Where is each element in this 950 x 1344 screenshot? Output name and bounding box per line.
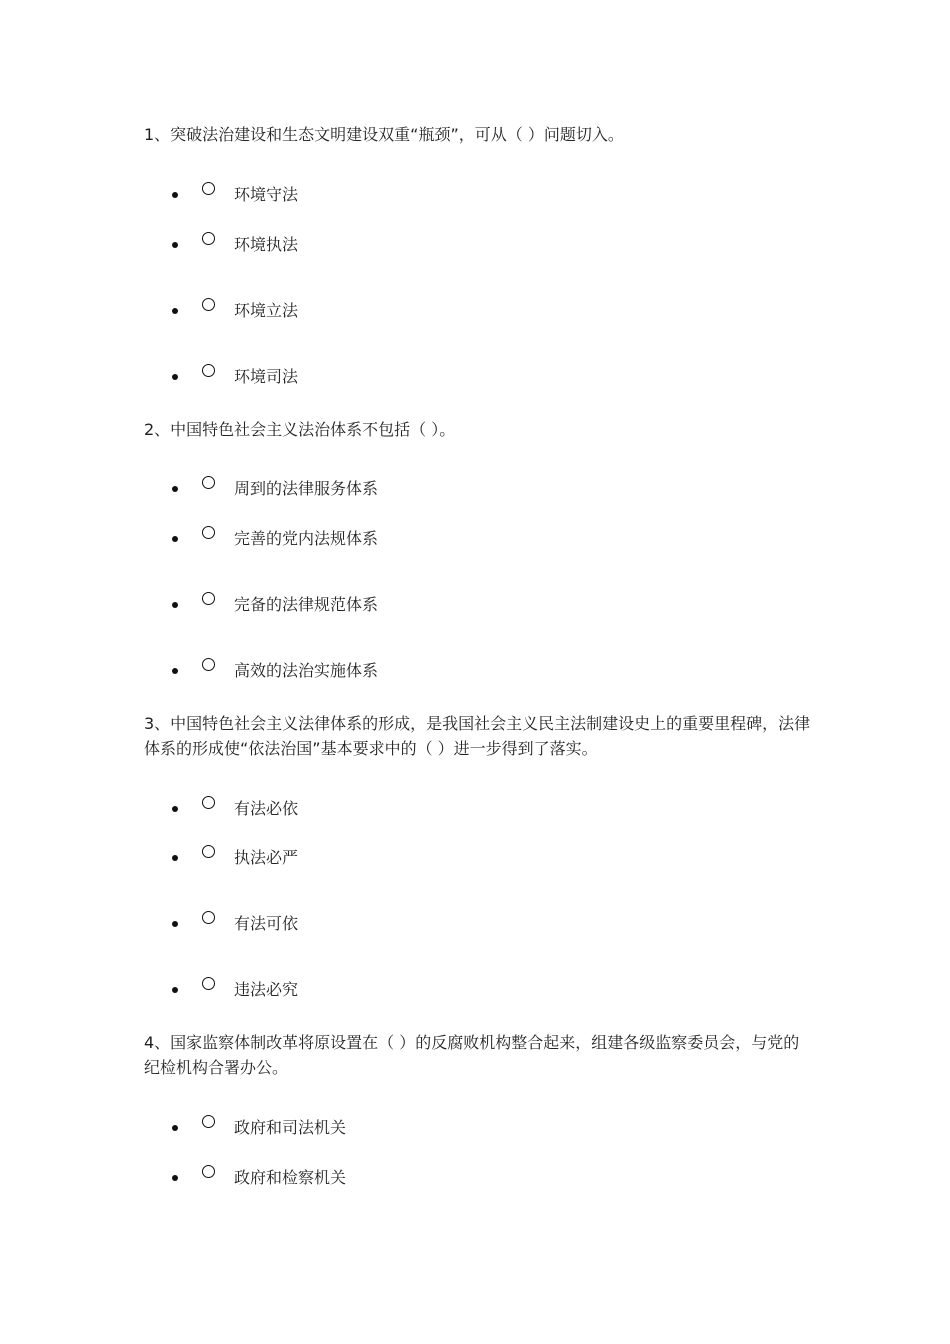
option-label: 高效的法治实施体系 [234, 661, 379, 680]
question-1-option-3[interactable] [170, 298, 770, 324]
question-2-text: 2、中国特色社会主义法治体系不包括（ ）。 [144, 420, 456, 439]
radio-button-icon[interactable] [202, 592, 215, 605]
question-1-option-2[interactable] [170, 232, 770, 258]
option-label: 完善的党内法规体系 [234, 529, 379, 548]
option-label: 环境执法 [234, 235, 299, 254]
bullet-icon [172, 486, 178, 492]
question-3-text: 3、中国特色社会主义法律体系的形成，是我国社会主义民主法制建设史上的重要里程碑，法律体系的形成使“依法治国”基本要求中的（ ）进一步得到了落实。 [144, 714, 811, 758]
bullet-icon [172, 1175, 178, 1181]
option-label: 环境立法 [234, 301, 299, 320]
bullet-icon [172, 242, 178, 248]
bullet-icon [172, 1125, 178, 1131]
radio-button-icon[interactable] [202, 182, 215, 195]
bullet-icon [172, 921, 178, 927]
option-label: 有法必依 [234, 799, 299, 818]
radio-button-icon[interactable] [202, 977, 215, 990]
option-label: 环境司法 [234, 367, 299, 386]
bullet-icon [172, 536, 178, 542]
option-label: 完备的法律规范体系 [234, 595, 379, 614]
question-3-option-2[interactable] [170, 845, 770, 871]
question-2-option-3[interactable] [170, 592, 770, 618]
option-label: 违法必究 [234, 980, 299, 999]
bullet-icon [172, 308, 178, 314]
bullet-icon [172, 987, 178, 993]
question-1-option-4[interactable] [170, 364, 770, 390]
question-3-option-1[interactable] [170, 796, 770, 822]
question-4-text: 4、国家监察体制改革将原设置在（ ）的反腐败机构整合起来，组建各级监察委员会，与党的纪检机构合署办公。 [144, 1033, 800, 1077]
question-2-option-4[interactable] [170, 658, 770, 684]
question-1-text: 1、突破法治建设和生态文明建设双重“瓶颈”，可从（ ）问题切入。 [144, 125, 624, 144]
radio-button-icon[interactable] [202, 232, 215, 245]
option-label: 周到的法律服务体系 [234, 479, 379, 498]
radio-button-icon[interactable] [202, 298, 215, 311]
question-3-option-3[interactable] [170, 911, 770, 937]
radio-button-icon[interactable] [202, 658, 215, 671]
question-2-option-1[interactable] [170, 476, 770, 502]
bullet-icon [172, 806, 178, 812]
question-1-option-1[interactable] [170, 182, 770, 208]
question-3-option-4[interactable] [170, 977, 770, 1003]
option-label: 有法可依 [234, 914, 299, 933]
option-label: 政府和司法机关 [234, 1118, 347, 1137]
radio-button-icon[interactable] [202, 1165, 215, 1178]
radio-button-icon[interactable] [202, 526, 215, 539]
radio-button-icon[interactable] [202, 1115, 215, 1128]
radio-button-icon[interactable] [202, 476, 215, 489]
bullet-icon [172, 192, 178, 198]
option-label: 环境守法 [234, 185, 299, 204]
option-label: 政府和检察机关 [234, 1168, 347, 1187]
question-4-option-1[interactable] [170, 1115, 770, 1141]
bullet-icon [172, 602, 178, 608]
question-4-option-2[interactable] [170, 1165, 770, 1191]
radio-button-icon[interactable] [202, 364, 215, 377]
option-label: 执法必严 [234, 848, 299, 867]
bullet-icon [172, 374, 178, 380]
question-2-option-2[interactable] [170, 526, 770, 552]
bullet-icon [172, 855, 178, 861]
bullet-icon [172, 668, 178, 674]
radio-button-icon[interactable] [202, 796, 215, 809]
radio-button-icon[interactable] [202, 845, 215, 858]
radio-button-icon[interactable] [202, 911, 215, 924]
